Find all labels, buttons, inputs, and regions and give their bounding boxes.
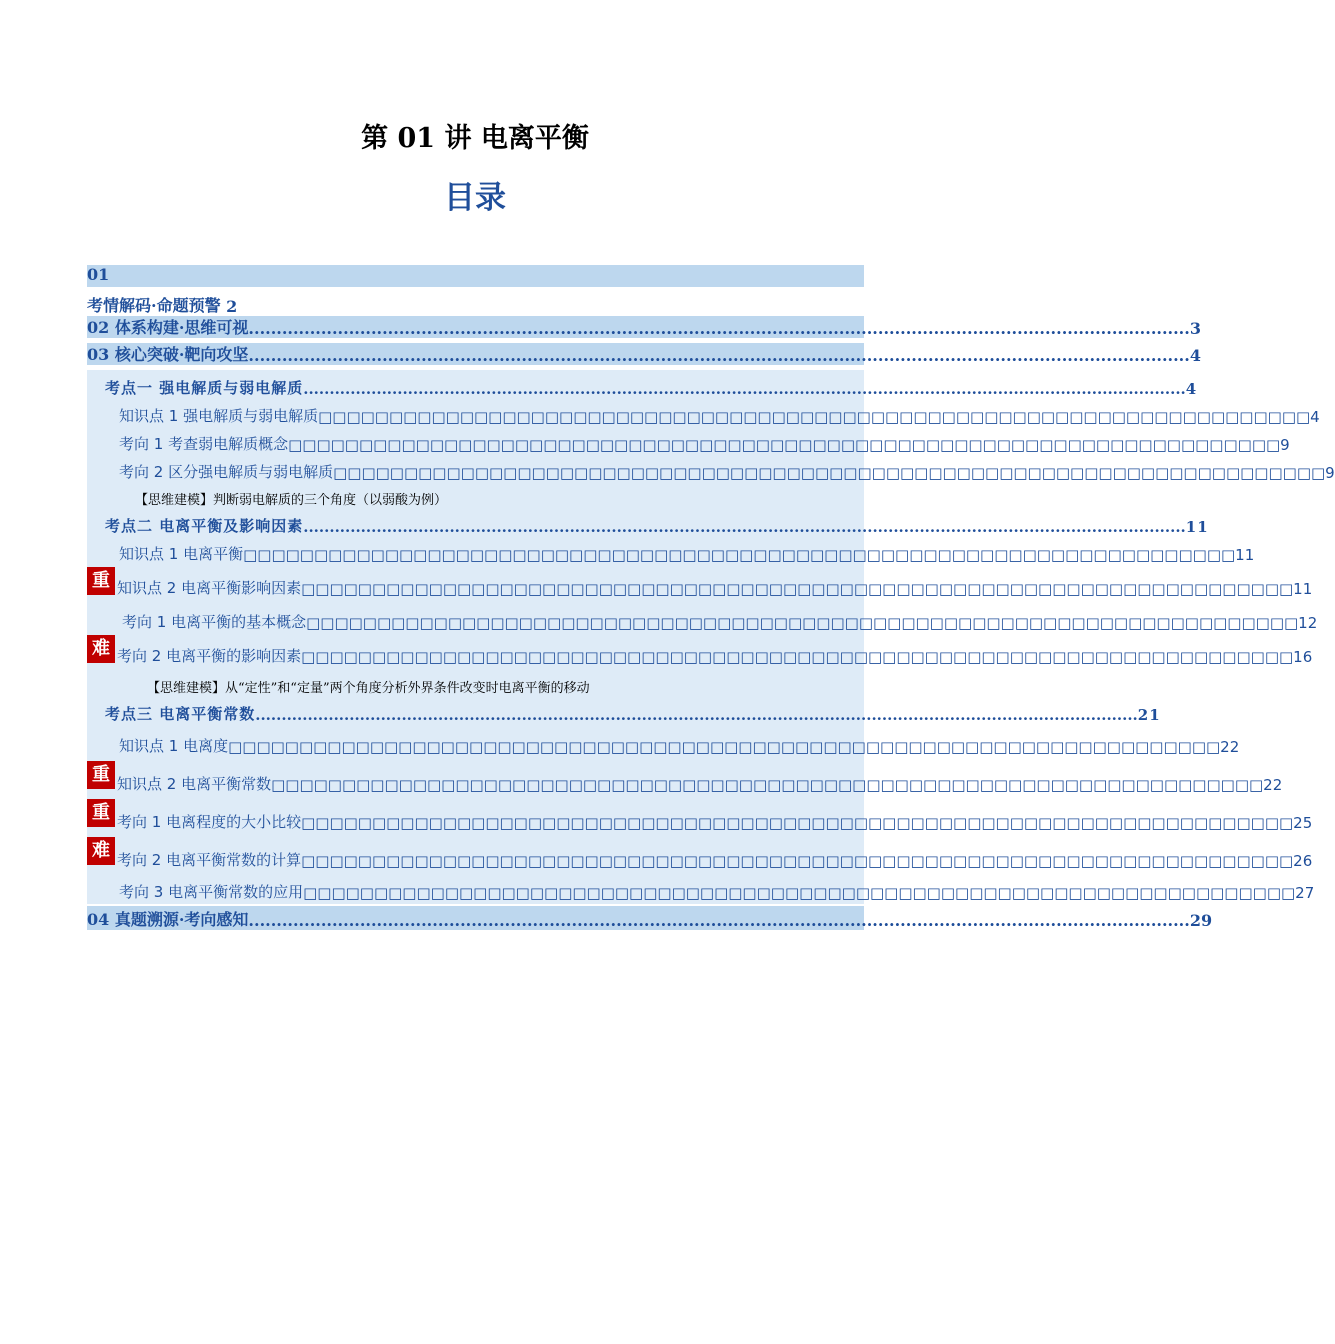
key-point-badge: 重 [87,567,115,595]
leader-dots: □□□□□□□□□□□□□□□□□□□□□□□□□□□□□□□□□□□□□□□□□□□□□□□□□□□□□□□□□□□□□□□□□□□□□□ [303,884,1296,902]
leader-dots: □□□□□□□□□□□□□□□□□□□□□□□□□□□□□□□□□□□□□□□□□□□□□□□□□□□□□□□□□□□□□□□□□□□□□□ [228,738,1221,756]
toc-page: 27 [1295,884,1315,902]
toc-label: 知识点 2 电离平衡常数 [117,775,272,793]
toc-page: 12 [1298,614,1318,632]
toc-label: 考向 1 电离平衡的基本概念 [122,613,307,631]
toc-page: 21 [1137,706,1161,724]
leader-dots: □□□□□□□□□□□□□□□□□□□□□□□□□□□□□□□□□□□□□□□□□□□□□□□□□□□□□□□□□□□□□□□□□□□□□□ [301,648,1294,666]
toc-page: 11 [1185,518,1209,536]
toc-page: 9 [1325,464,1335,482]
toc-label: 考点二 电离平衡及影响因素 [105,517,304,535]
leader-dots: ......................................................................................................................................................................... [248,319,1190,338]
toc-page: 26 [1293,852,1313,870]
toc-item[interactable] [87,598,1318,632]
toc-label: 02 体系构建·思维可视 [87,318,249,337]
toc-page: 22 [1263,776,1283,794]
toc-label: 知识点 2 电离平衡影响因素 [117,579,302,597]
toc-item[interactable] [87,398,1320,426]
toc-heading: 目录 [444,180,506,216]
toc-page: 4 [1185,380,1198,398]
leader-dots: □□□□□□□□□□□□□□□□□□□□□□□□□□□□□□□□□□□□□□□□□□□□□□□□□□□□□□□□□□□□□□□□□□□□□□ [306,614,1299,632]
toc-label: 知识点 1 电离平衡 [119,545,244,563]
toc-label: 考点一 强电解质与弱电解质 [105,379,304,397]
leader-dots: □□□□□□□□□□□□□□□□□□□□□□□□□□□□□□□□□□□□□□□□□□□□□□□□□□□□□□□□□□□□□□□□□□□□□□ [271,776,1264,794]
toc-page: 29 [1189,911,1213,930]
toc-block-sec03 [87,370,1335,904]
toc-page: 22 [1220,738,1240,756]
key-point-badge: 重 [87,761,115,789]
section-number: 01 [87,265,110,284]
toc-item[interactable] [87,756,1283,794]
toc-label: 【思维建模】从“定性”和“定量”两个角度分析外界条件改变时电离平衡的移动 [147,681,590,696]
toc-label: 考点三 电离平衡常数 [105,705,256,723]
leader-dots: □□□□□□□□□□□□□□□□□□□□□□□□□□□□□□□□□□□□□□□□□□□□□□□□□□□□□□□□□□□□□□□□□□□□□□ [301,580,1294,598]
leader-dots: ......................................................................................................................................................................... [248,911,1190,930]
toc-label: 考向 2 区分强电解质与弱电解质 [119,463,334,481]
toc-item[interactable] [87,794,1313,832]
leader-dots: ......................................................................................................................................................................... [303,518,1186,536]
leader-dots: ......................................................................................................................................................................... [303,380,1186,398]
toc-kd1[interactable] [87,370,1198,398]
toc-item[interactable] [87,454,1335,482]
toc-section-01[interactable] [87,292,864,316]
leader-dots: □□□□□□□□□□□□□□□□□□□□□□□□□□□□□□□□□□□□□□□□□□□□□□□□□□□□□□□□□□□□□□□□□□□□□□ [318,408,1311,426]
leader-dots: □□□□□□□□□□□□□□□□□□□□□□□□□□□□□□□□□□□□□□□□□□□□□□□□□□□□□□□□□□□□□□□□□□□□□□ [243,546,1236,564]
toc-label: 考向 1 考查弱电解质概念 [119,435,289,453]
page-title: 第 01 讲 电离平衡 [361,123,589,154]
leader-dots: ......................................................................................................................................................................... [248,346,1190,365]
toc-section-04[interactable] [87,906,1213,930]
toc-label: 知识点 1 强电解质与弱电解质 [119,407,319,425]
toc-kd3[interactable] [87,696,1161,724]
toc-item[interactable] [87,832,1313,870]
toc-section-02[interactable] [87,316,1201,338]
toc-item[interactable] [87,632,1313,666]
toc-label: 【思维建模】判断弱电解质的三个角度（以弱酸为例） [135,493,448,508]
toc-label: 知识点 1 电离度 [119,737,229,755]
toc-item[interactable] [87,536,1255,564]
toc-label: 03 核心突破·靶向攻坚 [87,345,249,364]
difficult-point-badge: 难 [87,635,115,663]
thinking-model-note [87,482,864,508]
leader-dots: □□□□□□□□□□□□□□□□□□□□□□□□□□□□□□□□□□□□□□□□□□□□□□□□□□□□□□□□□□□□□□□□□□□□□□ [288,436,1281,454]
toc-label: 考向 1 电离程度的大小比较 [117,813,302,831]
leader-dots: □□□□□□□□□□□□□□□□□□□□□□□□□□□□□□□□□□□□□□□□□□□□□□□□□□□□□□□□□□□□□□□□□□□□□□ [333,464,1326,482]
key-point-badge: 重 [87,799,115,827]
toc-section-03[interactable] [87,343,1201,365]
toc-page: 11 [1235,546,1255,564]
toc-item[interactable] [87,870,1315,902]
leader-dots: □□□□□□□□□□□□□□□□□□□□□□□□□□□□□□□□□□□□□□□□□□□□□□□□□□□□□□□□□□□□□□□□□□□□□□ [301,814,1294,832]
toc-page: 25 [1293,814,1313,832]
toc-page: 11 [1293,580,1313,598]
toc-item[interactable] [87,426,1290,454]
toc-label: 考向 2 电离平衡的影响因素 [117,647,302,665]
leader-dots: ......................................................................................................................................................................... [255,706,1138,724]
toc-page: 4 [1310,408,1320,426]
toc-kd2[interactable] [87,508,1209,536]
toc-label: 考情解码·命题预警 [87,296,221,315]
toc-label: 考向 2 电离平衡常数的计算 [117,851,302,869]
toc-page: 2 [226,297,238,316]
toc-item[interactable] [87,564,1313,598]
toc-item[interactable] [87,724,1240,756]
table-of-contents [87,265,1335,930]
thinking-model-note [87,666,864,696]
leader-dots: □□□□□□□□□□□□□□□□□□□□□□□□□□□□□□□□□□□□□□□□□□□□□□□□□□□□□□□□□□□□□□□□□□□□□□ [301,852,1294,870]
toc-section-01-number[interactable] [87,265,864,287]
toc-label: 考向 3 电离平衡常数的应用 [119,883,304,901]
difficult-point-badge: 难 [87,837,115,865]
toc-page: 4 [1189,346,1201,365]
toc-label: 04 真题溯源·考向感知 [87,910,249,929]
toc-page: 3 [1189,319,1201,338]
toc-page: 9 [1280,436,1290,454]
toc-page: 16 [1293,648,1313,666]
